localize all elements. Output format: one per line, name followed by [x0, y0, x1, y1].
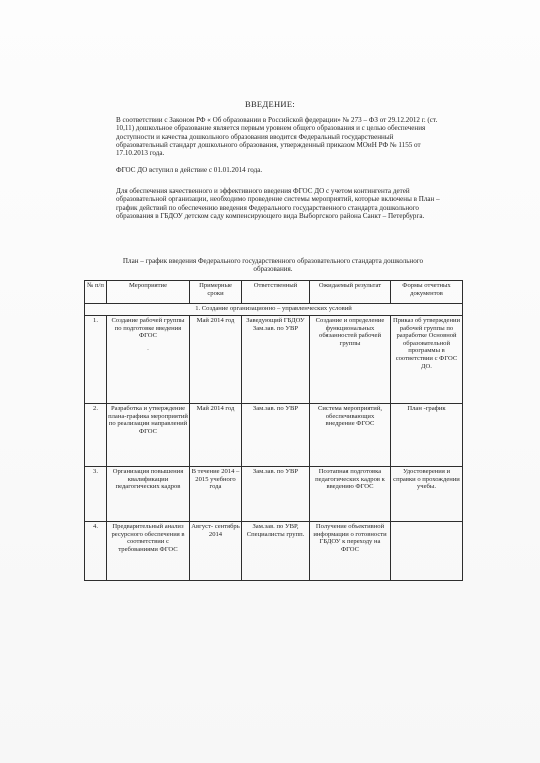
cell-activity: [107, 316, 190, 404]
cell-activity: Организация повышения квалификации педагогических кадров: [107, 467, 190, 522]
cell-deadline: Май 2014 год: [190, 316, 242, 404]
cell-report-form: Удостоверения и справки о прохождении учебы.: [391, 467, 463, 522]
cell-number: 2.: [85, 404, 107, 467]
plan-schedule-table: [84, 280, 463, 581]
table-caption: План – график введения Федерального государственного образовательного стандарта дошкольного образования.: [122, 257, 424, 274]
header-responsible: Ответственный: [242, 281, 310, 304]
stray-dot-mark: .: [147, 345, 149, 352]
intro-paragraph-law: В соответствии с Законом РФ « Об образовании в Российской федерации» № 273 – ФЗ от 29.12.2012 г. (ст. 10,11) дошкольное образование является первым уровнем общего образования и с целью обеспечения доступности и качества дошкольного образования вводится Федеральный государственный образовательный стандарт дошкольного образования, утвержденный приказом МОиН РФ № 1155 от 17.10.2013 года.: [116, 116, 438, 158]
section-title: 1. Создание организационно – управленческих условий: [85, 304, 463, 316]
cell-responsible: Зам.зав. по УВР, Специалисты групп.: [242, 522, 310, 581]
header-activity: Мероприятие: [107, 281, 190, 304]
cell-number: 4.: [85, 522, 107, 581]
cell-expected-result: Создание и определение функциональных обязанностей рабочей группы: [310, 316, 391, 404]
cell-expected-result: Поэтапная подготовка педагогических кадров к введению ФГОС: [310, 467, 391, 522]
table-header-row: [85, 281, 463, 304]
document-heading: ВВЕДЕНИЕ:: [244, 99, 296, 109]
cell-responsible: Зам.зав. по УВР: [242, 404, 310, 467]
header-expected-result: Ожидаемый результат: [310, 281, 391, 304]
cell-deadline: Август- сентябрь 2014: [190, 522, 242, 581]
section-row: [85, 304, 463, 316]
header-number: № п/п: [85, 281, 107, 304]
cell-report-form: План -график: [391, 404, 463, 467]
header-deadlines: Примерные сроки: [190, 281, 242, 304]
cell-responsible: Заведующий ГБДОУ Зам.зав. по УВР: [242, 316, 310, 404]
cell-report-form: [391, 522, 463, 581]
cell-deadline: В течение 2014 – 2015 учебного года: [190, 467, 242, 522]
cell-expected-result: Получение объективной информации о готовности ГБДОУ к переходу на ФГОС: [310, 522, 391, 581]
cell-number: 1.: [85, 316, 107, 404]
cell-deadline: Май 2014 год: [190, 404, 242, 467]
intro-paragraph-purpose: Для обеспечения качественного и эффективного введения ФГОС ДО с учетом контингента детей образовательной организации, необходимо проведение системы мероприятий, которые включены в План – график действий по обеспечению введения Федерального государственного стандарта дошкольного образования в ГБДОУ детском саду компенсирующего вида Выборгского района Санкт – Петербурга.: [116, 187, 440, 220]
cell-responsible: Зам.зав. по УВР: [242, 467, 310, 522]
table-row: [85, 522, 463, 581]
intro-paragraph-effective-date: ФГОС ДО вступил в действие с 01.01.2014 года.: [116, 166, 263, 174]
cell-activity-text: Создание рабочей группы по подготовке введения ФГОС: [111, 317, 185, 340]
cell-activity: Предварительный анализ ресурсного обеспечения в соответствии с требованиями ФГОС: [107, 522, 190, 581]
cell-report-form: Приказ об утверждении рабочей группы по разработке Основной образовательной программы в соответствии с ФГОС ДО.: [391, 316, 463, 404]
cell-number: 3.: [85, 467, 107, 522]
cell-activity: Разработка и утверждение плана-графика мероприятий по реализации направлений ФГОС: [107, 404, 190, 467]
cell-expected-result: Система мероприятий, обеспечивающих внедрение ФГОС: [310, 404, 391, 467]
table-row: [85, 467, 463, 522]
header-report-forms: Формы отчетных документов: [391, 281, 463, 304]
table-row: [85, 404, 463, 467]
table-row: [85, 316, 463, 404]
